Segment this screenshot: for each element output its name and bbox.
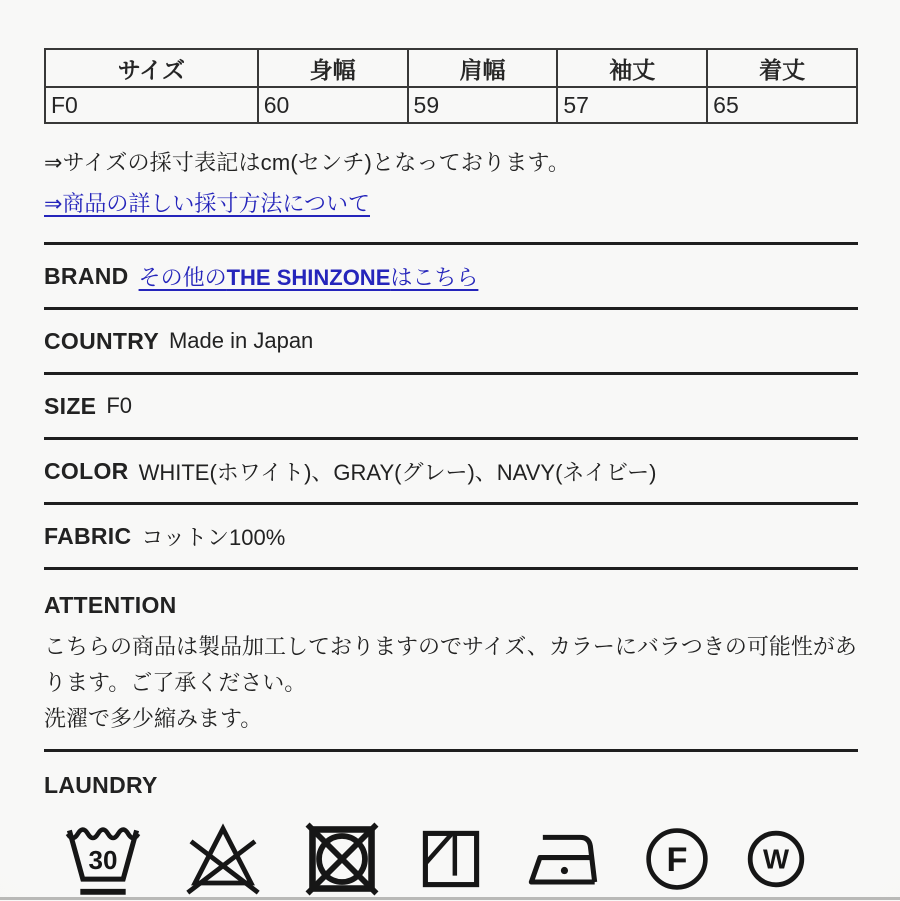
measurement-method-link[interactable]: ⇒商品の詳しい採寸方法について xyxy=(44,191,370,216)
brand-row xyxy=(44,245,858,307)
brand-link[interactable] xyxy=(139,261,479,292)
attention-line-2: 洗濯で多少縮みます。 xyxy=(44,706,263,731)
size-label: SIZE xyxy=(44,392,97,419)
divider xyxy=(44,749,858,752)
brand-link-suffix: はこちら xyxy=(390,264,479,290)
attention-line-1: こちらの商品は製品加工しておりますのでサイズ、カラーにバラつきの可能性があります。ご了承ください。 xyxy=(44,634,857,695)
country-label: COUNTRY xyxy=(44,327,159,354)
laundry-care-icons xyxy=(44,817,806,901)
size-value: F0 xyxy=(106,393,133,418)
svg-text:W: W xyxy=(762,843,789,875)
fabric-label: FABRIC xyxy=(44,522,132,549)
color-row xyxy=(44,440,858,502)
size-cell: F0 xyxy=(45,87,258,123)
attention-section xyxy=(44,570,858,749)
size-table-data-row xyxy=(45,87,857,123)
attention-label: ATTENTION xyxy=(44,592,177,618)
brand-label: BRAND xyxy=(44,262,129,289)
width-cell: 60 xyxy=(258,87,408,123)
color-label: COLOR xyxy=(44,457,129,484)
color-value: WHITE(ホワイト)、GRAY(グレー)、NAVY(ネイビー) xyxy=(138,459,657,485)
do-not-bleach-icon xyxy=(182,819,264,899)
size-unit-note: ⇒サイズの採寸表記はcm(センチ)となっております。 xyxy=(44,150,571,175)
svg-text:F: F xyxy=(666,840,688,879)
shoulder-cell: 59 xyxy=(408,87,558,123)
hang-dry-in-shade-icon xyxy=(419,827,483,891)
size-table-header-sleeve: 袖丈 xyxy=(557,49,707,87)
country-value: Made in Japan xyxy=(168,328,314,353)
country-row xyxy=(44,310,858,372)
iron-low-icon xyxy=(519,823,607,895)
sleeve-cell: 57 xyxy=(557,87,707,123)
do-not-tumble-dry-icon xyxy=(301,818,383,900)
size-table-header-width: 身幅 xyxy=(258,49,408,87)
wash-30-gentle-icon xyxy=(60,817,146,901)
size-table xyxy=(44,48,858,124)
length-cell: 65 xyxy=(707,87,857,123)
size-row xyxy=(44,375,858,437)
brand-link-prefix: その他の xyxy=(138,264,227,290)
size-table-header-length: 着丈 xyxy=(707,49,857,87)
wet-clean-w-icon xyxy=(746,829,806,889)
laundry-label: LAUNDRY xyxy=(44,772,158,798)
fabric-value: コットン100% xyxy=(141,524,286,550)
size-table-header-size: サイズ xyxy=(45,49,258,87)
size-table-header-shoulder: 肩幅 xyxy=(408,49,558,87)
size-table-header-row xyxy=(45,49,857,87)
dry-clean-f-icon xyxy=(644,826,710,892)
brand-link-name: THE SHINZONE xyxy=(226,264,391,290)
svg-text:30: 30 xyxy=(88,845,118,876)
fabric-row xyxy=(44,505,858,567)
